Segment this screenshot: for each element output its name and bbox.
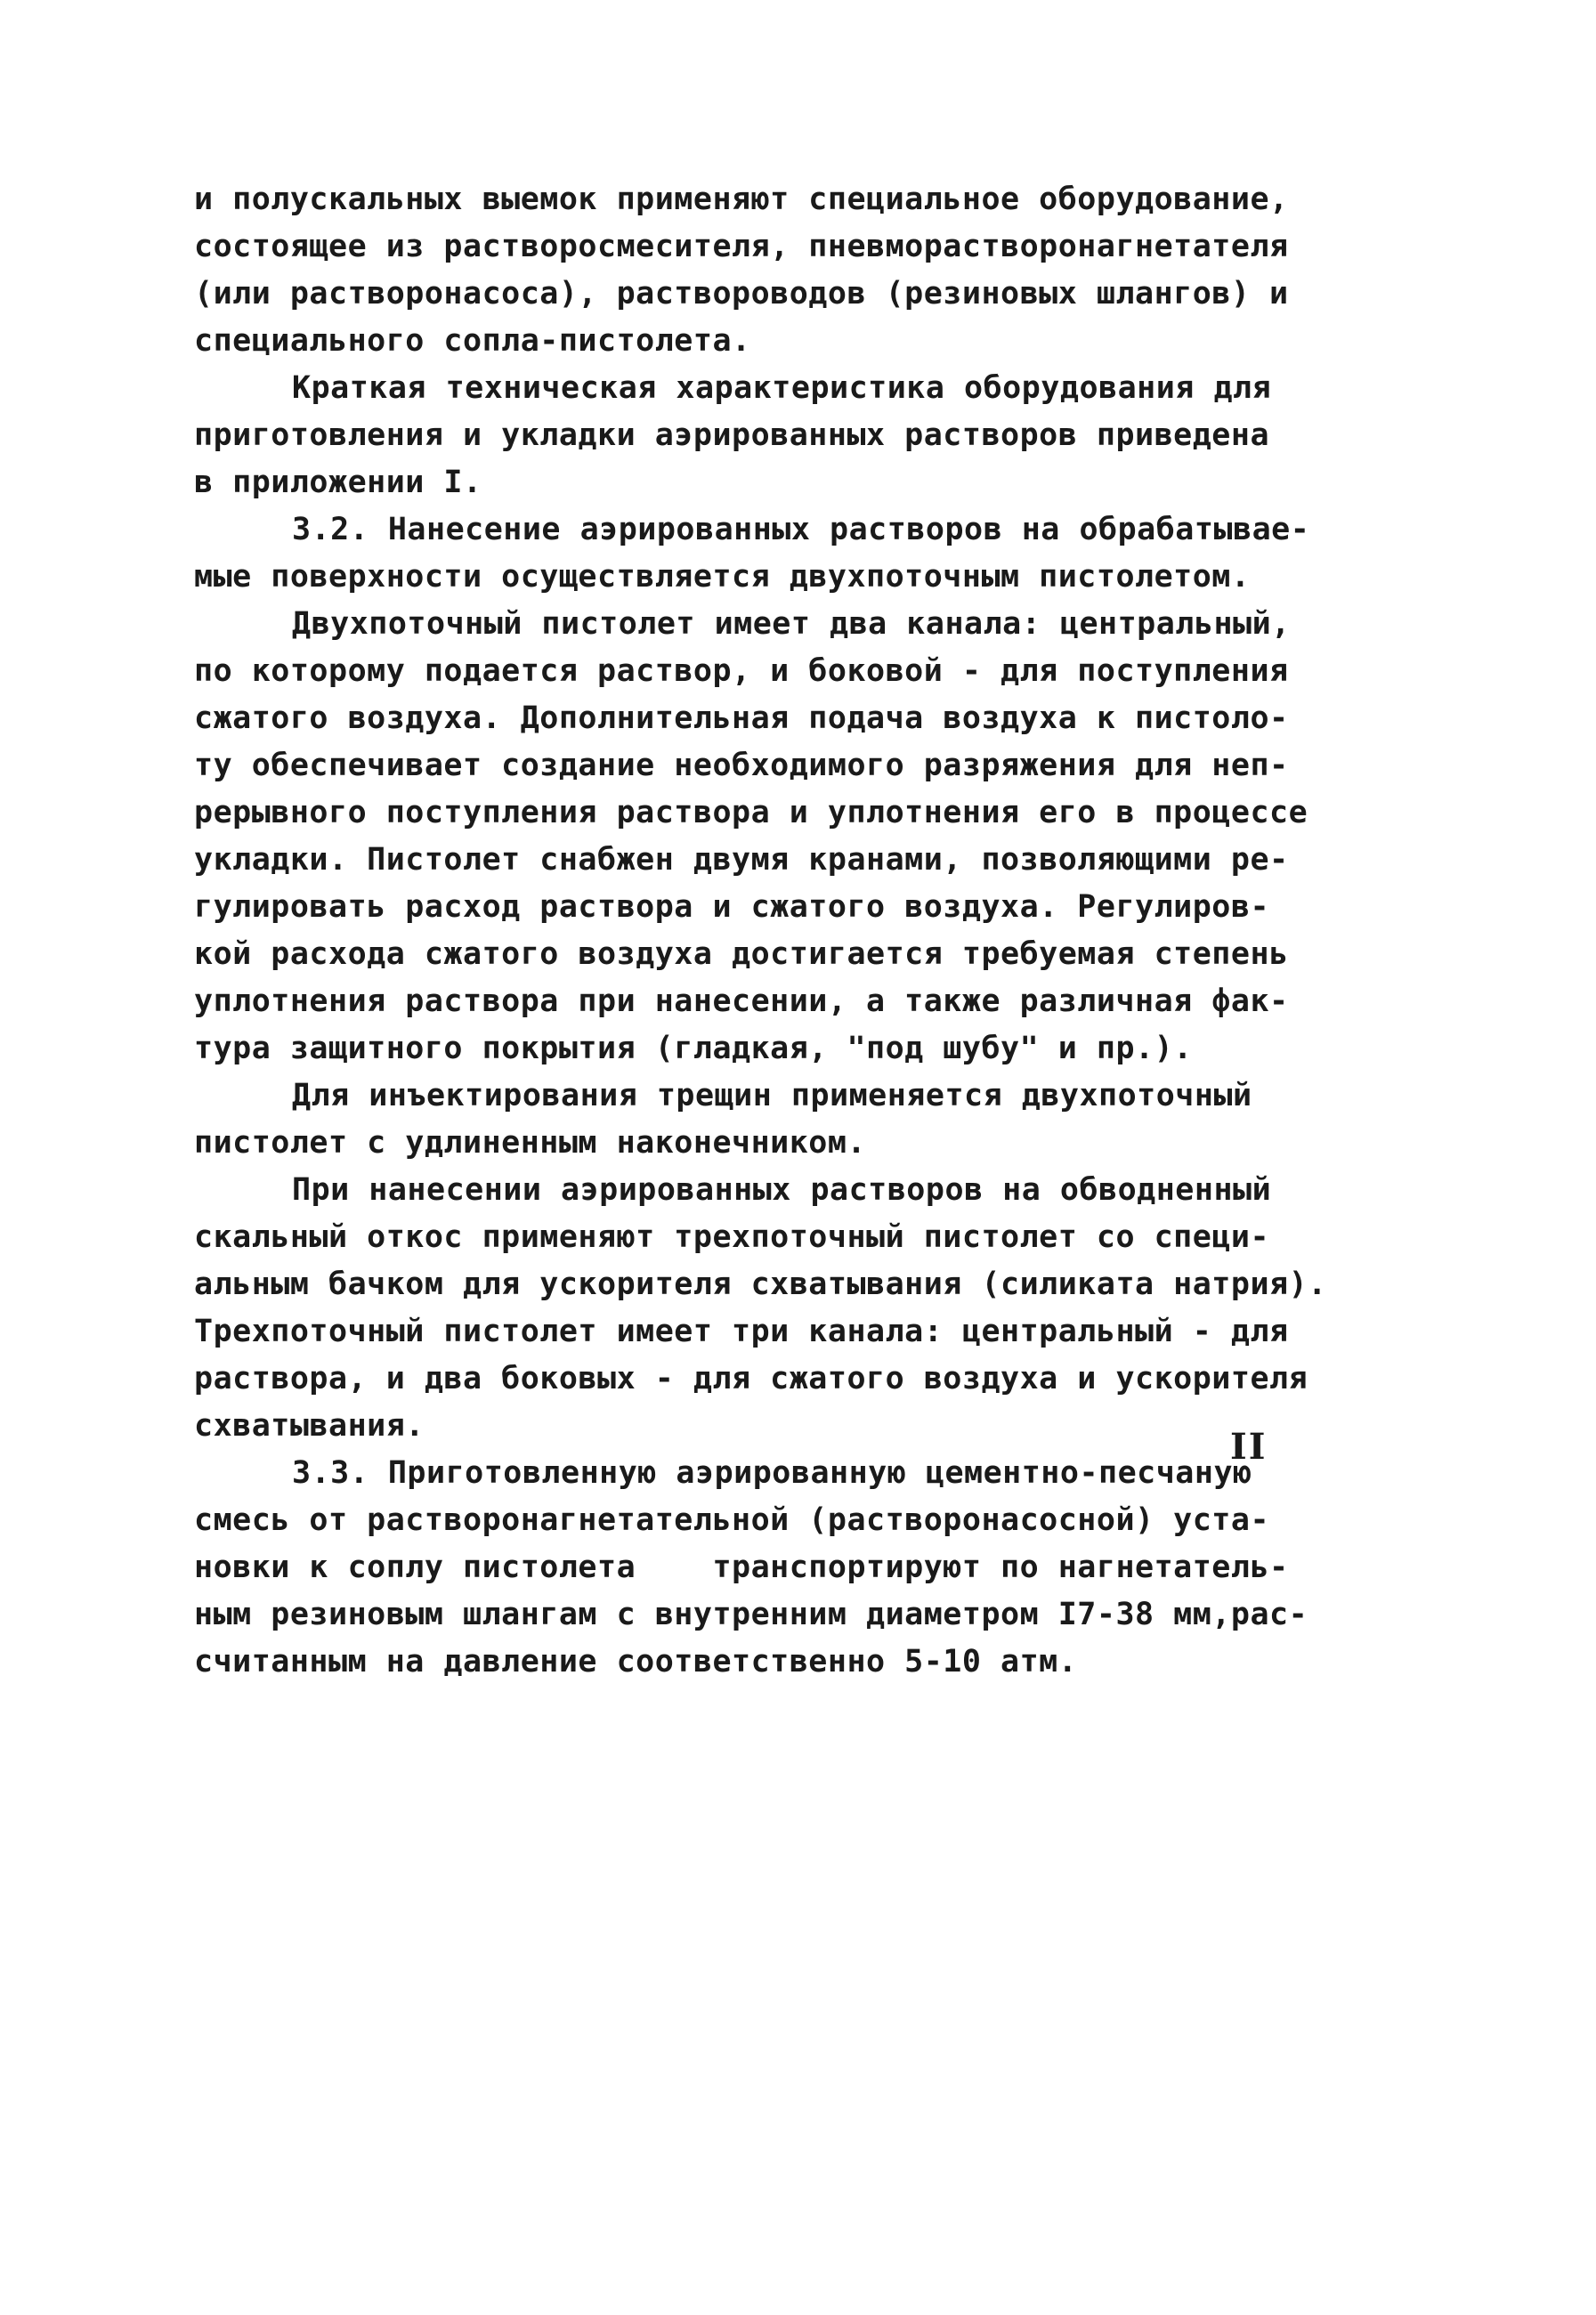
text-line: сжатого воздуха. Дополнительная подача воздуха к пистоло- [194,700,1289,736]
text-line: смесь от растворонагнетательной (растворонасосной) уста- [194,1502,1270,1538]
text-line: Трехпоточный пистолет имеет три канала: центральный - для [194,1314,1289,1349]
text-line: скальный откос применяют трехпоточный пистолет со специ- [194,1219,1270,1255]
text-line: в приложении I. [194,465,482,500]
text-line: 3.2. Нанесение аэрированных растворов на обрабатывае- [292,512,1310,547]
text-line: (или растворонасоса), раствороводов (резиновых шлангов) и [194,276,1289,312]
text-line: Краткая техническая характеристика оборудования для [292,370,1272,406]
body-text [194,176,1342,1686]
text-line: новки к соплу пистолета транспортируют по нагнетатель- [194,1550,1289,1585]
text-line: рерывного поступления раствора и уплотнения его в процессе [194,795,1308,830]
text-line: Двухпоточный пистолет имеет два канала: центральный, [292,606,1291,642]
text-line: тура защитного покрытия (гладкая, "под шубу" и пр.). [194,1031,1193,1066]
text-line: и полускальных выемок применяют специальное оборудование, [194,182,1289,217]
text-line: схватывания. [194,1408,425,1444]
text-line: гулировать расход раствора и сжатого воздуха. Регулиров- [194,889,1270,925]
text-line: При нанесении аэрированных растворов на обводненный [292,1172,1272,1208]
text-line: укладки. Пистолет снабжен двумя кранами, позволяющими ре- [194,842,1289,878]
text-line: ту обеспечивает создание необходимого разряжения для неп- [194,748,1289,783]
text-line: кой расхода сжатого воздуха достигается требуемая степень [194,936,1289,972]
text-line: мые поверхности осуществляется двухпоточным пистолетом. [194,559,1251,595]
text-line: пистолет с удлиненным наконечником. [194,1125,867,1161]
text-line: состоящее из растворосмесителя, пневморастворонагнетателя [194,229,1289,264]
text-line: специального сопла-пистолета. [194,323,751,359]
text-line: альным бачком для ускорителя схватывания (силиката натрия). [194,1267,1327,1302]
text-line: ным резиновым шлангам с внутренним диаметром I7-38 мм,рас- [194,1597,1308,1632]
text-line: раствора, и два боковых - для сжатого воздуха и ускорителя [194,1361,1308,1396]
text-line: приготовления и укладки аэрированных растворов приведена [194,417,1270,453]
text-line: 3.3. Приготовленную аэрированную цементно-песчаную [292,1455,1252,1491]
text-line: уплотнения раствора при нанесении, а также различная фак- [194,983,1289,1019]
text-line: считанным на давление соответственно 5-10 атм. [194,1644,1078,1680]
page-number: II [1230,1426,1268,1468]
text-line: Для инъектирования трещин применяется двухпоточный [292,1078,1252,1113]
text-line: по которому подается раствор, и боковой - для поступления [194,653,1289,689]
